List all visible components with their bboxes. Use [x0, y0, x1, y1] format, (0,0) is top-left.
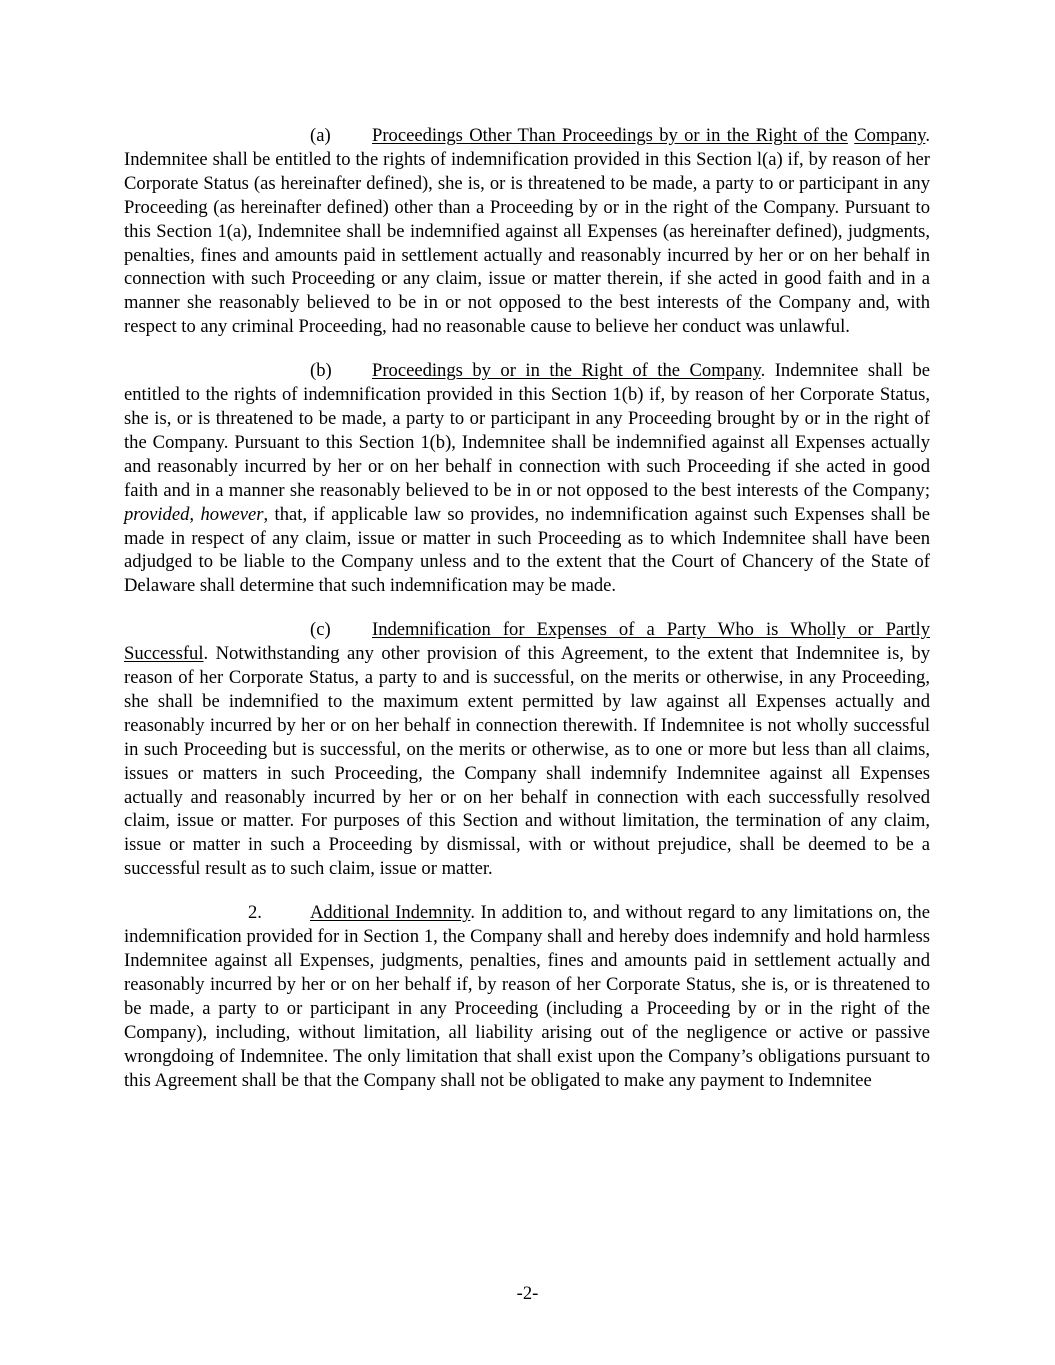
- paragraph-heading-continued: Company: [854, 125, 926, 146]
- paragraph-body: . Indemnitee shall be entitled to the rights of indemnification provided in this Section 1(b) if, by reason of her Corporate Status, she is, or is threatened to be made, a party to or participant in any Proceeding brought by or in the right of the Company. Pursuant to this Section 1(b), Indemnitee shall be indemnified against all Expenses actually and reasonably incurred by her or on her behalf in connection with such Proceeding if she acted in good faith and in a manner she reasonably believed to be in or not opposed to the best interests of the Company;: [124, 360, 930, 501]
- section-body: . In addition to, and without regard to any limitations on, the indemnification provided for in Section 1, the Company shall and hereby does indemnify and hold harmless Indemnitee against all Expenses, judgments, penalties, fines and amounts paid in settlement actually and reasonably incurred by her or on her behalf if, by reason of her Corporate Status, she is, or is threatened to be made, a party to or participant in any Proceeding (including a Proceeding by or in the right of the Company), including, without limitation, all liability arising out of the negligence or active or passive wrongdoing of Indemnitee. The only limitation that shall exist upon the Company’s obligations pursuant to this Agreement shall be that the Company shall not be obligated to make any payment to Indemnitee: [124, 902, 930, 1091]
- paragraph-label: (b): [310, 360, 332, 382]
- paragraph-1b: [124, 359, 930, 598]
- paragraph-italic-proviso: provided, however: [124, 503, 264, 525]
- paragraph-heading-continued: Successful: [124, 643, 204, 665]
- paragraph-heading: Indemnification for Expenses of a Party Who is Wholly or Partly: [372, 619, 930, 641]
- section-label: 2.: [248, 902, 262, 924]
- paragraph-label: (a): [310, 125, 331, 146]
- paragraph-body: . Notwithstanding any other provision of this Agreement, to the extent that Indemnitee is, by reason of her Corporate Status, a party to and is successful, on the merits or otherwise, in any Proceeding, she shall be indemnified to the maximum extent permitted by law against all Expenses actually and reasonably incurred by her or on her behalf in connection therewith. If Indemnitee is not wholly successful in such Proceeding but is successful, on the merits or otherwise, as to one or more but less than all claims, issues or matters in such Proceeding, the Company shall indemnify Indemnitee against all Expenses actually and reasonably incurred by her or on her behalf in connection with each successfully resolved claim, issue or matter. For purposes of this Section and without limitation, the termination of any claim, issue or matter in such a Proceeding by dismissal, with or without prejudice, shall be deemed to be a successful result as to such claim, issue or matter.: [124, 643, 930, 880]
- page-number: -2-: [516, 1283, 539, 1304]
- paragraph-heading: Proceedings by or in the Right of the Company: [372, 360, 761, 382]
- paragraph-label: (c): [310, 619, 331, 641]
- document-page: [124, 124, 930, 1112]
- paragraph-1c: [124, 618, 930, 881]
- section-2: [124, 901, 930, 1092]
- paragraph-body: . Indemnitee shall be entitled to the rights of indemnification provided in this Section l(a) if, by reason of her Corporate Status (as hereinafter defined), she is, or is threatened to be made, a party to or participant in any Proceeding (as hereinafter defined) other than a Proceeding by or in the right of the Company. Pursuant to this Section 1(a), Indemnitee shall be indemnified against all Expenses (as hereinafter defined), judgments, penalties, fines and amounts paid in settlement actually and reasonably incurred by her or on her behalf in connection with such Proceeding or any claim, issue or matter therein, if she acted in good faith and in a manner she reasonably believed to be in or not opposed to the best interests of the Company and, with respect to any criminal Proceeding, had no reasonable cause to believe her conduct was unlawful.: [124, 125, 930, 338]
- paragraph-heading: Proceedings Other Than Proceedings by or in the Right of the: [372, 125, 848, 146]
- section-heading: Additional Indemnity: [310, 902, 471, 924]
- paragraph-body-continued: , that, if applicable law so provides, no indemnification against such Expenses shall be made in respect of any claim, issue or matter in such Proceeding as to which Indemnitee shall have been adjudged to be liable to the Company unless and to the extent that the Court of Chancery of the State of Delaware shall determine that such indemnification may be made.: [124, 503, 930, 597]
- paragraph-1a: [124, 124, 930, 339]
